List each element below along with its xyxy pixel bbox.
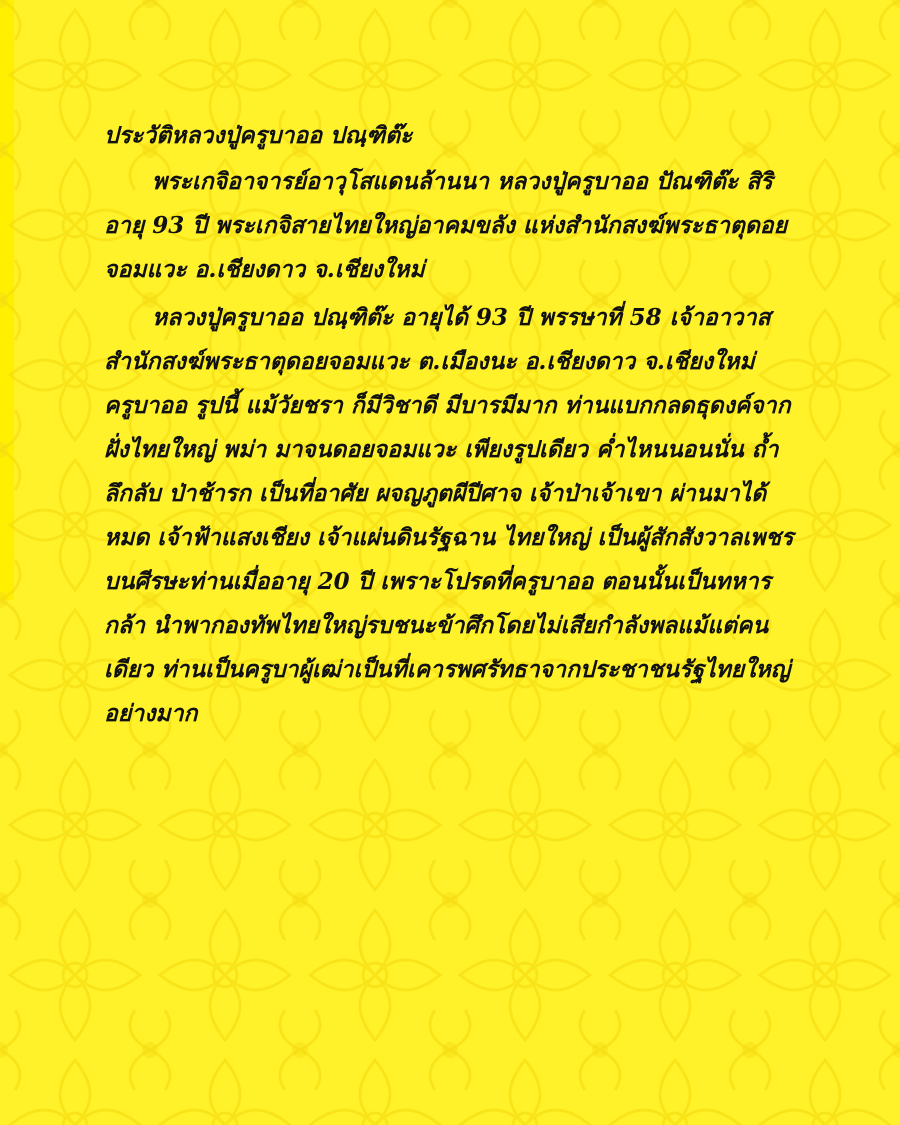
- article-title: ประวัติหลวงปู่ครูบาออ ปณฺฑิต๊ะ: [104, 122, 413, 149]
- paragraph-1: พระเกจิอาจารย์อาวุโสแดนล้านนา หลวงปู่ครูบาออ ปัณฑิต๊ะ สิริอายุ 93 ปี พระเกจิสายไทยใหญ่อาคมขลัง แห่งสำนักสงฆ์พระธาตุดอยจอมแวะ อ.เชียงดาว จ.เชียงใหม่: [104, 168, 788, 283]
- article-body: [104, 112, 804, 736]
- paragraph-2: หลวงปู่ครูบาออ ปณฺฑิต๊ะ อายุได้ 93 ปี พรรษาที่ 58 เจ้าอาวาสสำนักสงฆ์พระธาตุดอยจอมแวะ ต.เมืองนะ อ.เชียงดาว จ.เชียงใหม่ ครูบาออ รูปนี้ แม้วัยชรา ก็มีวิชาดี มีบารมีมาก ท่านแบกกลดธุดงค์จากฝั่งไทยใหญ่ พม่า มาจนดอยจอมแวะ เพียงรูปเดียว ค่ำไหนนอนนั่น ถ้ำลึกลับ ป่าช้ารก เป็นที่อาศัย ผจญภูตผีปีศาจ เจ้าป่าเจ้าเขา ผ่านมาได้หมด เจ้าฟ้าแสงเชียง เจ้าแผ่นดินรัฐฉาน ไทยใหญ่ เป็นผู้สักสังวาลเพชร บนศีรษะท่านเมื่ออายุ 20 ปี เพราะโปรดที่ครูบาออ ตอนนั้นเป็นทหารกล้า นำพากองทัพไทยใหญ่รบชนะข้าศึกโดยไม่เสียกำลังพลแม้แต่คนเดียว ท่านเป็นครูบาผู้เฒ่าเป็นที่เคารพศรัทธาจากประชาชนรัฐไทยใหญ่ อย่างมาก: [104, 304, 794, 727]
